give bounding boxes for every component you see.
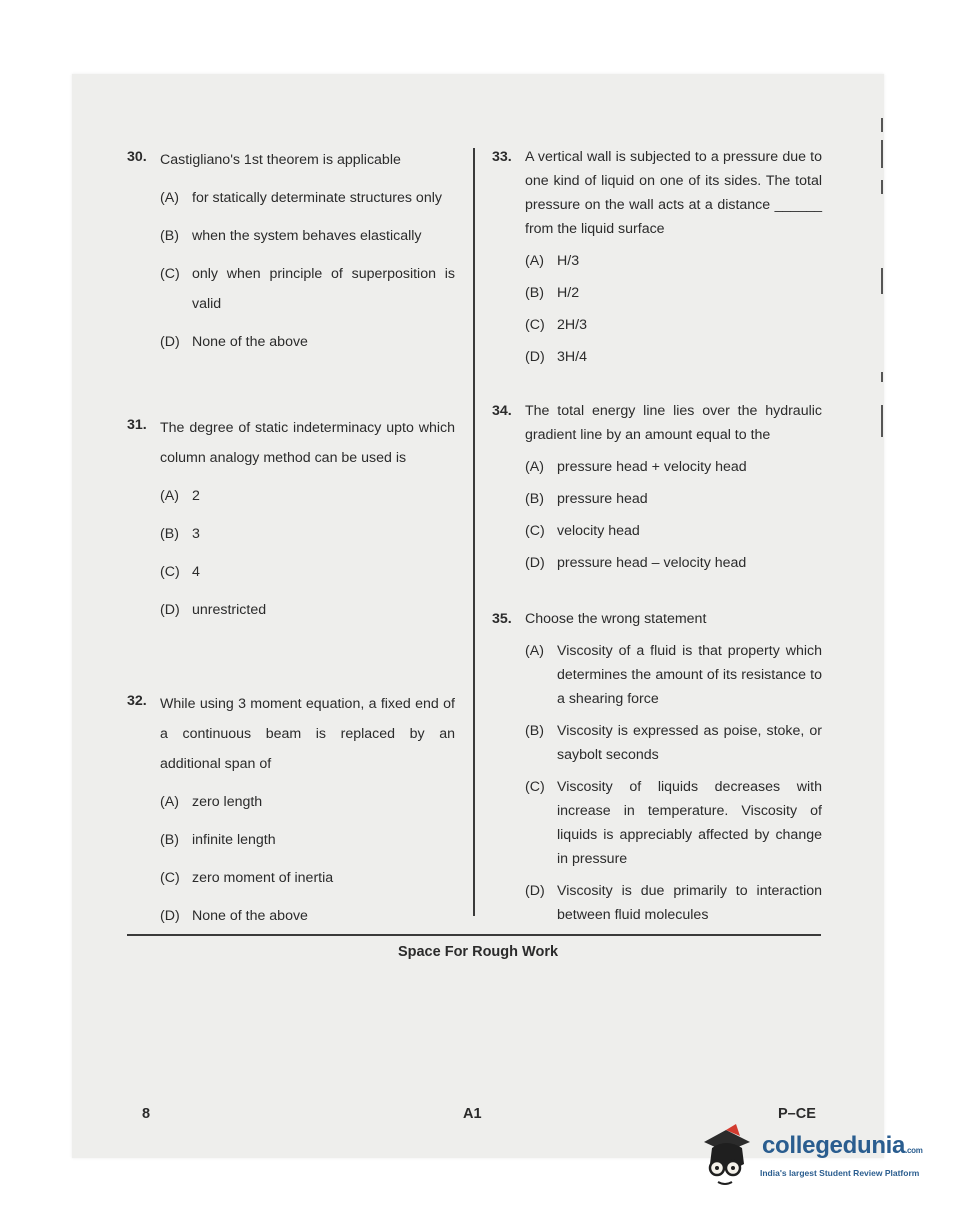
option-c: (C) velocity head xyxy=(525,523,640,539)
scan-edge-mark xyxy=(881,118,883,132)
option-b: (B) infinite length xyxy=(160,832,276,848)
booklet-code: A1 xyxy=(463,1106,482,1122)
question-32 xyxy=(127,689,455,931)
option-b: (B) Viscosity is expressed as poise, stoke, or saybolt seconds xyxy=(525,723,822,763)
option-c: (C) 4 xyxy=(160,564,200,580)
question-text: A vertical wall is subjected to a pressure due to one kind of liquid on one of its sides. The total pressure on the wall acts at a distance ______ from the liquid surface xyxy=(525,149,822,237)
question-number: 32. xyxy=(127,693,147,709)
options-list xyxy=(160,787,455,931)
brand-name: collegedunia.com xyxy=(762,1132,923,1159)
question-number: 30. xyxy=(127,149,147,165)
option-a: (A) zero length xyxy=(160,794,263,810)
option-c: (C) only when principle of superposition is valid xyxy=(160,266,455,312)
question-31 xyxy=(127,413,455,625)
question-text: While using 3 moment equation, a fixed end of a continuous beam is replaced by an additional span of xyxy=(160,696,455,772)
question-text: Castigliano's 1st theorem is applicable xyxy=(160,152,401,168)
collegedunia-watermark xyxy=(700,1124,940,1194)
question-text: Choose the wrong statement xyxy=(525,611,707,627)
question-number: 31. xyxy=(127,417,147,433)
question-34 xyxy=(492,399,822,575)
question-33 xyxy=(492,145,822,369)
rough-work-heading: Space For Rough Work xyxy=(397,944,559,960)
option-d: (D) pressure head – velocity head xyxy=(525,555,747,571)
option-d: (D) None of the above xyxy=(160,334,308,350)
question-number: 34. xyxy=(492,403,512,419)
option-b: (B) pressure head xyxy=(525,491,648,507)
option-d: (D) unrestricted xyxy=(160,602,267,618)
paper-code: P–CE xyxy=(778,1106,816,1122)
options-list xyxy=(525,455,822,575)
option-c: (C) zero moment of inertia xyxy=(160,870,334,886)
bottom-rule xyxy=(127,934,821,936)
option-c: (C) Viscosity of liquids decreases with increase in temperature. Viscosity of liquids is appreciably affected by change in pressure xyxy=(525,779,822,867)
scan-edge-mark xyxy=(881,180,883,194)
option-b: (B) when the system behaves elastically xyxy=(160,228,422,244)
option-b: (B) H/2 xyxy=(525,285,580,301)
scan-edge-mark xyxy=(881,405,883,437)
brand-tagline: India's largest Student Review Platform xyxy=(760,1168,920,1178)
scan-edge-mark xyxy=(881,268,883,294)
option-d: (D) 3H/4 xyxy=(525,349,587,365)
options-list xyxy=(160,183,455,357)
option-a: (A) pressure head + velocity head xyxy=(525,459,747,475)
student-mascot-icon xyxy=(700,1124,760,1194)
options-list xyxy=(525,249,822,369)
option-a: (A) 2 xyxy=(160,488,200,504)
option-b: (B) 3 xyxy=(160,526,200,542)
options-list xyxy=(160,481,455,625)
question-30 xyxy=(127,145,455,357)
option-d: (D) None of the above xyxy=(160,908,308,924)
page-number: 8 xyxy=(142,1106,151,1122)
option-a: (A) Viscosity of a fluid is that property which determines the amount of its resistance to a shearing force xyxy=(525,643,822,707)
options-list xyxy=(525,639,822,927)
question-35 xyxy=(492,607,822,927)
question-number: 33. xyxy=(492,149,512,165)
scan-edge-mark xyxy=(881,372,883,382)
scan-edge-mark xyxy=(881,140,883,168)
question-text: The total energy line lies over the hydraulic gradient line by an amount equal to the xyxy=(525,403,822,443)
option-a: (A) H/3 xyxy=(525,253,580,269)
column-divider xyxy=(473,148,475,916)
option-a: (A) for statically determinate structures only xyxy=(160,190,442,206)
option-d: (D) Viscosity is due primarily to interaction between fluid molecules xyxy=(525,883,822,923)
option-c: (C) 2H/3 xyxy=(525,317,587,333)
question-number: 35. xyxy=(492,611,512,627)
question-text: The degree of static indeterminacy upto which column analogy method can be used is xyxy=(160,420,455,466)
